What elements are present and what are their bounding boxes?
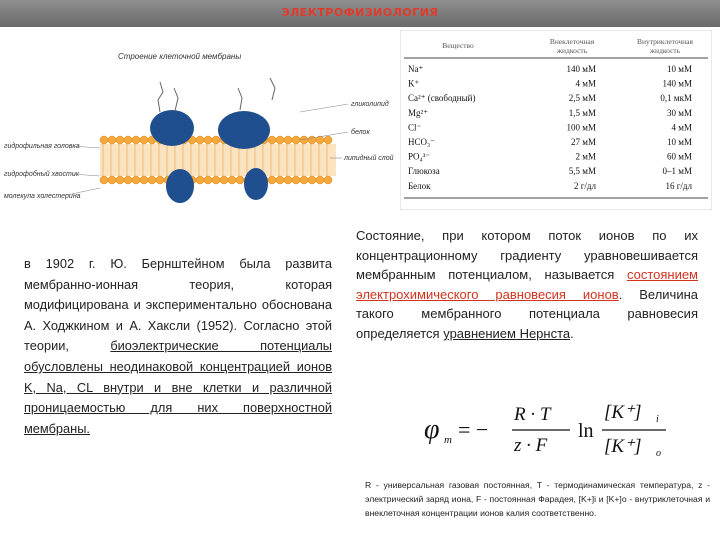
- label-protein: белок: [351, 129, 370, 136]
- lipid-head: [132, 136, 140, 144]
- lipid-head: [196, 176, 204, 184]
- table-cell-inside: 16 г/дл: [665, 180, 692, 191]
- lipid-head: [196, 136, 204, 144]
- table-header-outside-line-0: Внеклеточная: [549, 37, 595, 46]
- lipid-head: [100, 176, 108, 184]
- table-cell-outside: 4 мМ: [575, 78, 596, 89]
- table-cell-inside: 140 мМ: [662, 78, 692, 89]
- lipid-tail-region: [100, 144, 336, 176]
- formula-top-ion: [K⁺]: [604, 402, 642, 423]
- lipid-head: [284, 136, 292, 144]
- lipid-head: [132, 176, 140, 184]
- table-cell-substance: HCO₃⁻: [408, 137, 435, 147]
- lipid-head: [156, 176, 164, 184]
- formula-denominator: z · F: [514, 435, 548, 456]
- glycolipid-chains: [158, 78, 275, 112]
- term-state[interactable]: состоянием: [626, 267, 698, 283]
- table-cell-inside: 60 мМ: [667, 151, 692, 162]
- table-header-inside-line-1: жидкость: [649, 46, 681, 55]
- lipid-head: [308, 136, 316, 144]
- table-cell-inside: 4 мМ: [671, 122, 692, 133]
- right-text-part6: .: [570, 325, 574, 341]
- lipid-head: [324, 136, 332, 144]
- table-cell-inside: 30 мМ: [667, 107, 692, 118]
- membrane-ion-theory-text: [24, 254, 332, 439]
- nernst-formula-svg: [420, 398, 690, 468]
- membrane-title: Строение клеточной мембраны: [118, 52, 242, 61]
- lipid-head: [124, 176, 132, 184]
- formula-ln: ln: [578, 420, 594, 442]
- table-cell-outside: 2 г/дл: [573, 180, 596, 191]
- lipid-head: [204, 176, 212, 184]
- table-cell-inside: 10 мМ: [667, 64, 692, 74]
- lipid-head: [108, 136, 116, 144]
- table-cell-substance: Глюкоза: [408, 166, 440, 177]
- lipid-head: [284, 176, 292, 184]
- formula-footnote: R - универсальная газовая постоянная, T - термодинамическая температура, z - электрический заряд иона, F - постоянная Фарадея, [K+]i и [K+]o - внутриклеточная и внеклеточная концентрации ионов калия соответственно.: [365, 480, 710, 518]
- protein-shape-3: [218, 111, 270, 149]
- lipid-head: [116, 176, 124, 184]
- table-cell-inside: 0–1 мМ: [662, 166, 692, 177]
- table-cell-substance: Белок: [408, 180, 431, 191]
- table-cell-outside: 2,5 мМ: [568, 93, 596, 104]
- lipid-head: [212, 136, 220, 144]
- label-cholesterol: молекула холестерина: [4, 193, 81, 200]
- lipid-head: [220, 176, 228, 184]
- table-cell-outside: 100 мМ: [566, 122, 596, 133]
- right-text-part1: Состояние, при котором поток ионов по их концентрационному градиенту уравновешивается мембранным потенциалом, называется: [356, 228, 698, 283]
- lipid-head: [212, 176, 220, 184]
- lipid-head: [324, 176, 332, 184]
- table-cell-substance: Mg²⁺: [408, 107, 428, 118]
- term-electrochemical-equilibrium[interactable]: электрохимического равновесия ионов: [356, 286, 619, 302]
- table-cell-substance: Cl⁻: [408, 122, 422, 133]
- label-hydrophilic: гидрофильная головка: [4, 143, 80, 150]
- lipid-head: [228, 176, 236, 184]
- formula-top-sub: i: [656, 414, 659, 425]
- formula-phi: φ: [424, 414, 440, 445]
- lipid-head: [276, 176, 284, 184]
- protein-shape-2: [166, 169, 194, 203]
- lipid-head: [276, 136, 284, 144]
- table-cell-substance: Na⁺: [408, 64, 424, 74]
- lipid-head: [268, 176, 276, 184]
- formula-bottom-sub: o: [656, 448, 661, 459]
- protein-shape-4: [244, 168, 268, 200]
- formula-equals: = −: [458, 417, 489, 442]
- table-header-inside-line-0: Внутриклеточная: [637, 37, 693, 46]
- lipid-head: [292, 136, 300, 144]
- formula-numerator: R · T: [514, 404, 551, 425]
- lipid-head: [124, 136, 132, 144]
- table-cell-substance: Ca²⁺ (свободный): [408, 93, 476, 104]
- table-cell-inside: 0,1 мкМ: [660, 93, 692, 104]
- label-hydrophobic: гидрофобный хвостик: [4, 171, 80, 178]
- table-cell-outside: 1,5 мМ: [568, 107, 596, 118]
- lipid-head: [108, 176, 116, 184]
- equilibrium-text: [356, 226, 698, 344]
- table-cell-outside: 5,5 мМ: [568, 166, 596, 177]
- lipid-head: [292, 176, 300, 184]
- lipid-head: [116, 136, 124, 144]
- term-nernst-equation[interactable]: уравнением Нернста: [443, 325, 571, 341]
- membrane-figure: [0, 48, 400, 218]
- formula-phi-sub: m: [444, 434, 452, 446]
- lipid-head: [140, 176, 148, 184]
- right-text-part4: . Величина такого мембранного потенциала равновесия определяется: [356, 286, 698, 341]
- membrane-diagram: [0, 48, 400, 218]
- table-cell-substance: PO₄³⁻: [408, 151, 431, 162]
- label-lipid-bilayer: липидный слой: [344, 155, 394, 162]
- lipid-head: [148, 176, 156, 184]
- label-glycolipid: гликолипид: [351, 101, 389, 108]
- lipid-head: [236, 176, 244, 184]
- table-cell-outside: 140 мМ: [566, 64, 596, 74]
- nernst-formula: [420, 398, 690, 468]
- lipid-head: [100, 136, 108, 144]
- lipid-head: [268, 136, 276, 144]
- table-cell-outside: 27 мМ: [571, 137, 596, 147]
- left-text-part2: биоэлектрические потенциалы обусловлены неодинаковой концентрацией ионов K, Na, CL внутри и вне клетки и различной проницаемостью для них поверхностной мембраны.: [24, 338, 332, 436]
- ion-table-svg: [400, 30, 712, 210]
- lipid-head: [308, 176, 316, 184]
- table-cell-outside: 2 мМ: [575, 151, 596, 162]
- title-banner: [0, 0, 720, 27]
- formula-bottom-ion: [K⁺]: [604, 436, 642, 457]
- left-text-part1: в 1902 г. Ю. Бернштейном была развита мембранно-ионная теория, которая модифицирована и экспериментально обоснована А. Ходжкином и А. Хаксли (1952). Согласно этой теории,: [24, 256, 332, 354]
- lipid-head: [316, 176, 324, 184]
- table-cell-substance: K⁺: [408, 78, 420, 89]
- lipid-head: [140, 136, 148, 144]
- lipid-head: [204, 136, 212, 144]
- page-title: ЭЛЕКТРОФИЗИОЛОГИЯ: [281, 6, 439, 19]
- ion-concentration-table: [400, 30, 712, 210]
- lipid-head: [300, 176, 308, 184]
- table-cell-inside: 10 мМ: [667, 137, 692, 147]
- table-header-outside-line-1: жидкость: [556, 46, 588, 55]
- protein-shape-1: [150, 110, 194, 146]
- table-header-substance: Вещество: [442, 41, 474, 50]
